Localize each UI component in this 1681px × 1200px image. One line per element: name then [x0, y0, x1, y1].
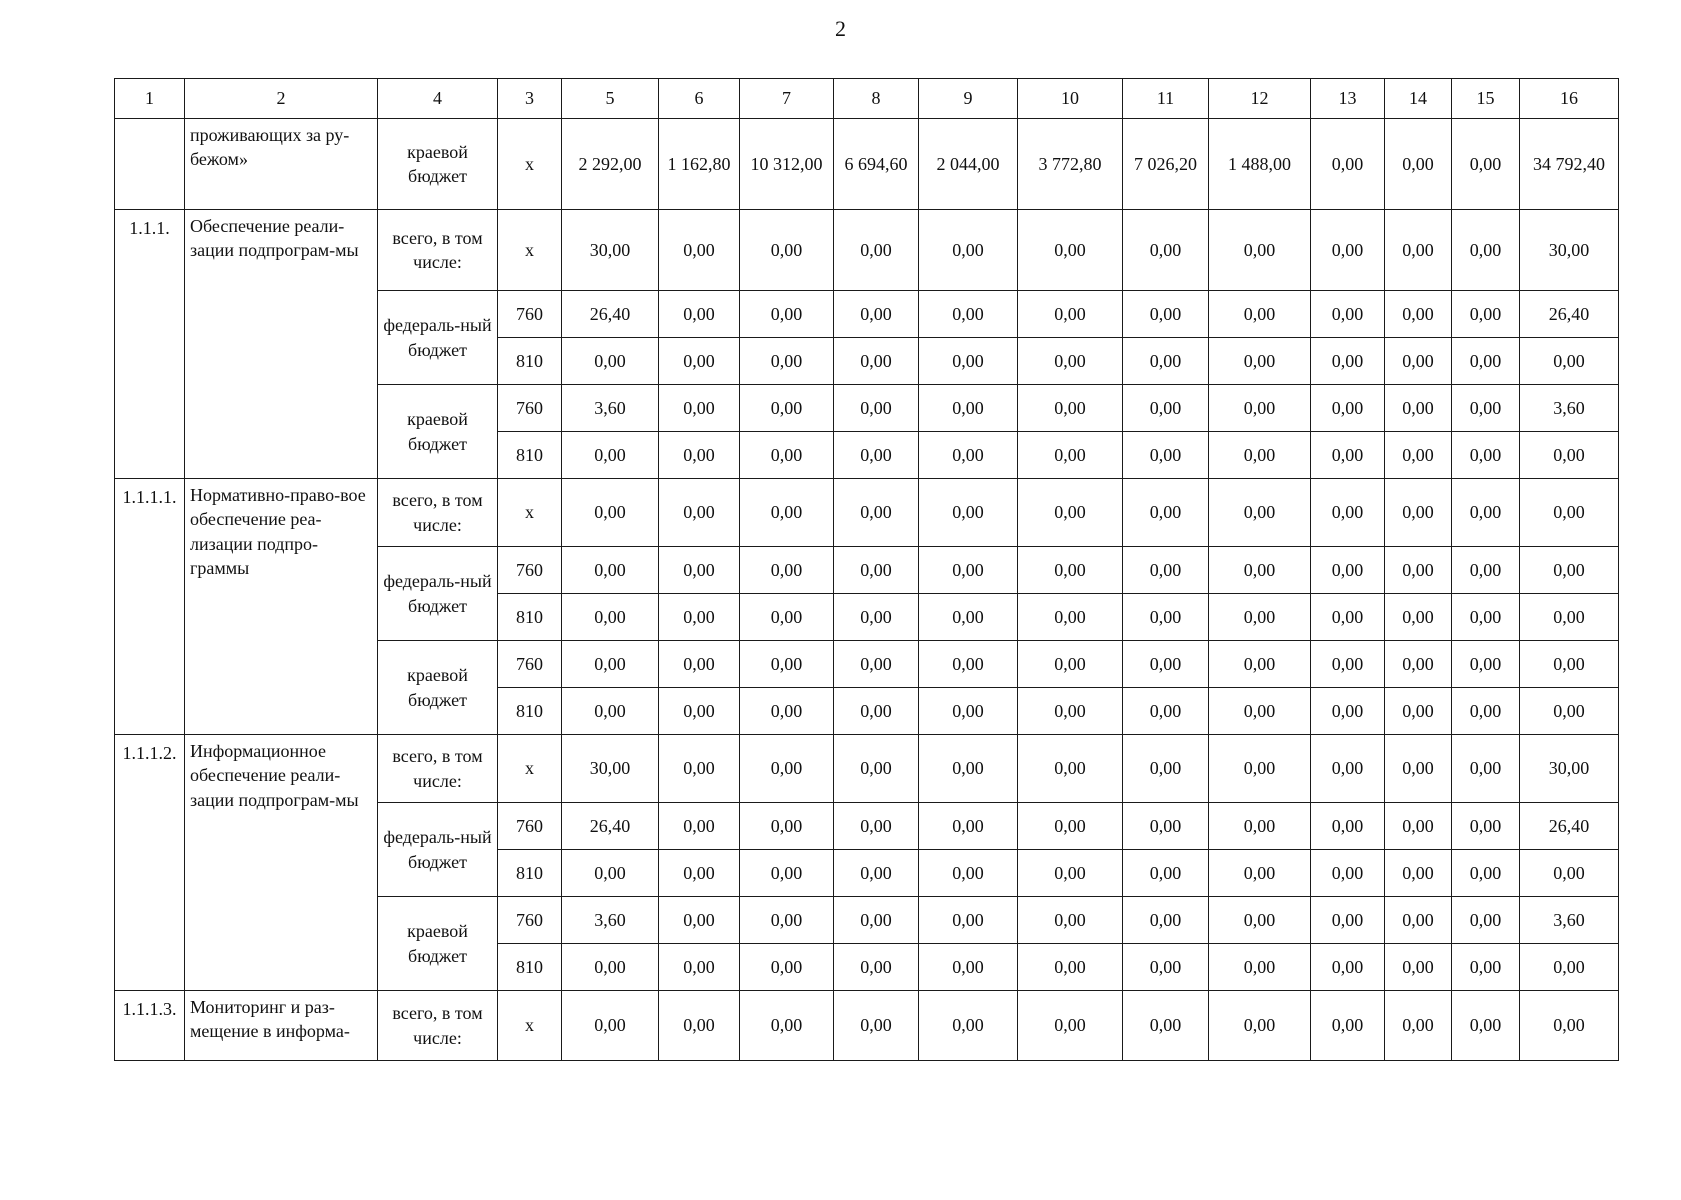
value-cell: 0,00 [1385, 944, 1452, 991]
value-cell: 0,00 [1385, 432, 1452, 479]
value-cell: 0,00 [1018, 688, 1123, 735]
code-cell: 810 [498, 850, 562, 897]
value-cell: 0,00 [1123, 547, 1209, 594]
row-number-cell: 1.1.1.3. [115, 991, 185, 1061]
table-row [115, 119, 1619, 210]
value-cell: 0,00 [659, 735, 740, 803]
value-cell: 0,00 [919, 210, 1018, 291]
value-cell: 0,00 [1311, 385, 1385, 432]
column-header: 2 [185, 79, 378, 119]
value-cell: 0,00 [1209, 991, 1311, 1061]
value-cell: 0,00 [1123, 897, 1209, 944]
value-cell: 0,00 [659, 850, 740, 897]
value-cell: 0,00 [834, 594, 919, 641]
value-cell: 0,00 [740, 432, 834, 479]
value-cell: 0,00 [1385, 210, 1452, 291]
value-cell: 1 162,80 [659, 119, 740, 210]
value-cell: 0,00 [1123, 479, 1209, 547]
value-cell: 0,00 [1385, 479, 1452, 547]
code-cell: 760 [498, 897, 562, 944]
column-header: 5 [562, 79, 659, 119]
value-cell: 0,00 [1452, 991, 1520, 1061]
row-name-cell: Нормативно-право-вое обеспечение реа-лизации подпро-граммы [185, 479, 378, 735]
value-cell: 0,00 [834, 735, 919, 803]
code-cell: 760 [498, 803, 562, 850]
value-cell: 0,00 [1311, 547, 1385, 594]
value-cell: 0,00 [834, 688, 919, 735]
value-cell: 0,00 [1209, 803, 1311, 850]
value-cell: 0,00 [1123, 338, 1209, 385]
value-cell: 0,00 [919, 479, 1018, 547]
value-cell: 0,00 [1123, 210, 1209, 291]
value-cell: 0,00 [659, 803, 740, 850]
value-cell: 0,00 [1452, 547, 1520, 594]
value-cell: 0,00 [1209, 594, 1311, 641]
value-cell: 0,00 [659, 594, 740, 641]
value-cell: 0,00 [1385, 803, 1452, 850]
value-cell: 0,00 [740, 385, 834, 432]
value-cell: 3,60 [562, 385, 659, 432]
value-cell: 0,00 [1018, 594, 1123, 641]
value-cell: 0,00 [659, 547, 740, 594]
funding-source-cell: краевой бюджет [378, 897, 498, 991]
row-name-cell: проживающих за ру-бежом» [185, 119, 378, 210]
value-cell: 0,00 [1311, 119, 1385, 210]
value-cell: 0,00 [1123, 850, 1209, 897]
value-cell: 0,00 [1123, 991, 1209, 1061]
value-cell: 0,00 [1123, 594, 1209, 641]
value-cell: 30,00 [562, 210, 659, 291]
value-cell: 0,00 [562, 688, 659, 735]
column-header: 4 [378, 79, 498, 119]
value-cell: 0,00 [562, 594, 659, 641]
subprogram-groups [115, 210, 1619, 991]
value-cell: 0,00 [1123, 944, 1209, 991]
value-cell: 0,00 [1452, 119, 1520, 210]
value-cell: 0,00 [1452, 432, 1520, 479]
value-cell: 0,00 [1385, 735, 1452, 803]
value-cell: 0,00 [1209, 897, 1311, 944]
code-cell: 810 [498, 338, 562, 385]
value-cell: 0,00 [1385, 547, 1452, 594]
value-cell: 0,00 [740, 641, 834, 688]
value-cell: 0,00 [1452, 338, 1520, 385]
value-cell: 0,00 [740, 479, 834, 547]
funding-source-cell: всего, в том числе: [378, 210, 498, 291]
column-header: 7 [740, 79, 834, 119]
value-cell: 0,00 [1209, 850, 1311, 897]
value-cell: 10 312,00 [740, 119, 834, 210]
value-cell: 0,00 [1018, 385, 1123, 432]
value-cell: 0,00 [834, 850, 919, 897]
column-header: 13 [1311, 79, 1385, 119]
value-cell: 0,00 [659, 944, 740, 991]
value-cell: 0,00 [919, 547, 1018, 594]
value-cell: 0,00 [1520, 850, 1619, 897]
value-cell: 0,00 [919, 850, 1018, 897]
value-cell: 0,00 [740, 897, 834, 944]
header-row [115, 79, 1619, 119]
value-cell: 0,00 [1452, 479, 1520, 547]
value-cell: 0,00 [1018, 991, 1123, 1061]
value-cell: 0,00 [740, 850, 834, 897]
value-cell: 0,00 [659, 291, 740, 338]
value-cell: 1 488,00 [1209, 119, 1311, 210]
value-cell: 0,00 [1385, 119, 1452, 210]
value-cell: 30,00 [562, 735, 659, 803]
value-cell: 0,00 [1018, 432, 1123, 479]
value-cell: 0,00 [562, 479, 659, 547]
row-number-cell: 1.1.1. [115, 210, 185, 479]
value-cell: 26,40 [1520, 291, 1619, 338]
value-cell: 0,00 [1311, 735, 1385, 803]
value-cell: 0,00 [919, 594, 1018, 641]
value-cell: 0,00 [1520, 991, 1619, 1061]
value-cell: 0,00 [1385, 991, 1452, 1061]
table-row [115, 991, 1619, 1061]
value-cell: 0,00 [1123, 291, 1209, 338]
code-cell: 810 [498, 594, 562, 641]
value-cell: 0,00 [834, 944, 919, 991]
row-name-cell: Обеспечение реали-зации подпрограм-мы [185, 210, 378, 479]
value-cell: 0,00 [562, 991, 659, 1061]
value-cell: 0,00 [1385, 641, 1452, 688]
value-cell: 0,00 [834, 479, 919, 547]
value-cell: 0,00 [834, 897, 919, 944]
value-cell: 0,00 [1018, 897, 1123, 944]
value-cell: 26,40 [562, 291, 659, 338]
funding-source-cell: всего, в том числе: [378, 479, 498, 547]
value-cell: 0,00 [740, 291, 834, 338]
row-name-cell: Мониторинг и раз-мещение в информа- [185, 991, 378, 1061]
value-cell: 0,00 [1311, 594, 1385, 641]
value-cell: 0,00 [919, 291, 1018, 338]
value-cell: 0,00 [659, 641, 740, 688]
value-cell: 0,00 [1209, 688, 1311, 735]
value-cell: 0,00 [919, 385, 1018, 432]
value-cell: 0,00 [562, 944, 659, 991]
value-cell: 0,00 [740, 338, 834, 385]
value-cell: 0,00 [1385, 291, 1452, 338]
value-cell: 26,40 [562, 803, 659, 850]
value-cell: 0,00 [740, 944, 834, 991]
value-cell: 0,00 [1311, 479, 1385, 547]
table-row [115, 479, 1619, 547]
table-row [115, 735, 1619, 803]
funding-source-cell: федераль-ный бюджет [378, 291, 498, 385]
value-cell: 0,00 [1452, 850, 1520, 897]
code-cell: x [498, 735, 562, 803]
column-header: 11 [1123, 79, 1209, 119]
value-cell: 0,00 [1209, 735, 1311, 803]
value-cell: 0,00 [659, 688, 740, 735]
value-cell: 0,00 [1385, 688, 1452, 735]
value-cell: 2 044,00 [919, 119, 1018, 210]
value-cell: 0,00 [1452, 944, 1520, 991]
value-cell: 0,00 [919, 991, 1018, 1061]
value-cell: 0,00 [919, 338, 1018, 385]
value-cell: 3,60 [1520, 385, 1619, 432]
value-cell: 0,00 [659, 432, 740, 479]
value-cell: 0,00 [562, 547, 659, 594]
value-cell: 0,00 [834, 432, 919, 479]
value-cell: 0,00 [1452, 385, 1520, 432]
value-cell: 0,00 [1018, 803, 1123, 850]
value-cell: 0,00 [1311, 432, 1385, 479]
value-cell: 0,00 [1452, 291, 1520, 338]
value-cell: 0,00 [1520, 594, 1619, 641]
row-number-cell [115, 119, 185, 210]
value-cell: 0,00 [834, 210, 919, 291]
value-cell: 0,00 [1209, 338, 1311, 385]
value-cell: 0,00 [1209, 385, 1311, 432]
value-cell: 0,00 [919, 641, 1018, 688]
value-cell: 0,00 [1123, 385, 1209, 432]
value-cell: 0,00 [919, 897, 1018, 944]
value-cell: 0,00 [1520, 641, 1619, 688]
value-cell: 0,00 [1385, 897, 1452, 944]
budget-table [114, 78, 1619, 1061]
value-cell: 2 292,00 [562, 119, 659, 210]
value-cell: 0,00 [562, 338, 659, 385]
value-cell: 0,00 [834, 547, 919, 594]
value-cell: 0,00 [1018, 479, 1123, 547]
column-header: 12 [1209, 79, 1311, 119]
column-header: 9 [919, 79, 1018, 119]
value-cell: 0,00 [1209, 641, 1311, 688]
value-cell: 0,00 [1311, 291, 1385, 338]
column-header: 16 [1520, 79, 1619, 119]
code-cell: 810 [498, 688, 562, 735]
value-cell: 0,00 [1311, 897, 1385, 944]
value-cell: 0,00 [1018, 291, 1123, 338]
value-cell: 0,00 [1018, 547, 1123, 594]
value-cell: 0,00 [659, 338, 740, 385]
value-cell: 0,00 [1452, 594, 1520, 641]
row-number-cell: 1.1.1.1. [115, 479, 185, 735]
value-cell: 0,00 [834, 803, 919, 850]
value-cell: 0,00 [919, 432, 1018, 479]
value-cell: 0,00 [1123, 803, 1209, 850]
value-cell: 0,00 [1018, 850, 1123, 897]
code-cell: x [498, 479, 562, 547]
value-cell: 0,00 [1311, 688, 1385, 735]
value-cell: 0,00 [834, 385, 919, 432]
value-cell: 30,00 [1520, 735, 1619, 803]
value-cell: 0,00 [1452, 210, 1520, 291]
value-cell: 0,00 [919, 735, 1018, 803]
value-cell: 0,00 [834, 291, 919, 338]
column-header: 10 [1018, 79, 1123, 119]
funding-source-cell: всего, в том числе: [378, 735, 498, 803]
funding-source-cell: краевой бюджет [378, 119, 498, 210]
code-cell: 760 [498, 385, 562, 432]
value-cell: 0,00 [740, 735, 834, 803]
value-cell: 0,00 [1209, 944, 1311, 991]
value-cell: 0,00 [1385, 850, 1452, 897]
value-cell: 0,00 [1123, 432, 1209, 479]
value-cell: 0,00 [1018, 641, 1123, 688]
value-cell: 0,00 [1209, 432, 1311, 479]
value-cell: 0,00 [740, 594, 834, 641]
code-cell: 760 [498, 547, 562, 594]
table-row [115, 210, 1619, 291]
value-cell: 0,00 [834, 641, 919, 688]
value-cell: 0,00 [1311, 338, 1385, 385]
code-cell: 760 [498, 641, 562, 688]
funding-source-cell: федераль-ный бюджет [378, 803, 498, 897]
column-header: 15 [1452, 79, 1520, 119]
value-cell: 0,00 [1123, 735, 1209, 803]
value-cell: 0,00 [1311, 991, 1385, 1061]
column-header: 8 [834, 79, 919, 119]
value-cell: 0,00 [1311, 944, 1385, 991]
value-cell: 0,00 [659, 210, 740, 291]
value-cell: 0,00 [1311, 803, 1385, 850]
value-cell: 34 792,40 [1520, 119, 1619, 210]
value-cell: 0,00 [919, 803, 1018, 850]
column-header: 1 [115, 79, 185, 119]
value-cell: 0,00 [1452, 688, 1520, 735]
value-cell: 0,00 [1209, 547, 1311, 594]
value-cell: 0,00 [1520, 944, 1619, 991]
value-cell: 0,00 [1452, 897, 1520, 944]
code-cell: x [498, 210, 562, 291]
value-cell: 0,00 [659, 897, 740, 944]
value-cell: 26,40 [1520, 803, 1619, 850]
column-header: 14 [1385, 79, 1452, 119]
value-cell: 0,00 [1385, 385, 1452, 432]
value-cell: 0,00 [919, 688, 1018, 735]
value-cell: 0,00 [1520, 688, 1619, 735]
value-cell: 0,00 [562, 641, 659, 688]
code-cell: x [498, 119, 562, 210]
value-cell: 0,00 [740, 547, 834, 594]
value-cell: 30,00 [1520, 210, 1619, 291]
value-cell: 0,00 [1018, 210, 1123, 291]
value-cell: 0,00 [919, 944, 1018, 991]
value-cell: 0,00 [1452, 803, 1520, 850]
value-cell: 0,00 [740, 688, 834, 735]
column-header: 3 [498, 79, 562, 119]
funding-source-cell: федераль-ный бюджет [378, 547, 498, 641]
value-cell: 3 772,80 [1018, 119, 1123, 210]
value-cell: 0,00 [1520, 547, 1619, 594]
value-cell: 0,00 [834, 991, 919, 1061]
value-cell: 0,00 [1520, 338, 1619, 385]
code-cell: x [498, 991, 562, 1061]
value-cell: 3,60 [1520, 897, 1619, 944]
value-cell: 0,00 [1311, 641, 1385, 688]
value-cell: 0,00 [1123, 688, 1209, 735]
column-header: 6 [659, 79, 740, 119]
value-cell: 7 026,20 [1123, 119, 1209, 210]
value-cell: 0,00 [1452, 641, 1520, 688]
row-name-cell: Информационное обеспечение реали-зации подпрограм-мы [185, 735, 378, 991]
value-cell: 0,00 [1123, 641, 1209, 688]
value-cell: 0,00 [659, 479, 740, 547]
value-cell: 0,00 [834, 338, 919, 385]
value-cell: 0,00 [740, 991, 834, 1061]
value-cell: 0,00 [1018, 338, 1123, 385]
value-cell: 6 694,60 [834, 119, 919, 210]
value-cell: 0,00 [1311, 210, 1385, 291]
page-number: 2 [835, 16, 846, 41]
value-cell: 0,00 [1520, 432, 1619, 479]
funding-source-cell: всего, в том числе: [378, 991, 498, 1061]
funding-source-cell: краевой бюджет [378, 641, 498, 735]
code-cell: 810 [498, 432, 562, 479]
funding-source-cell: краевой бюджет [378, 385, 498, 479]
value-cell: 0,00 [1018, 735, 1123, 803]
value-cell: 0,00 [1209, 479, 1311, 547]
value-cell: 0,00 [1311, 850, 1385, 897]
value-cell: 0,00 [1520, 479, 1619, 547]
code-cell: 760 [498, 291, 562, 338]
value-cell: 0,00 [1209, 291, 1311, 338]
row-number-cell: 1.1.1.2. [115, 735, 185, 991]
value-cell: 0,00 [1452, 735, 1520, 803]
code-cell: 810 [498, 944, 562, 991]
value-cell: 0,00 [562, 850, 659, 897]
value-cell: 0,00 [1385, 338, 1452, 385]
value-cell: 0,00 [562, 432, 659, 479]
value-cell: 0,00 [740, 210, 834, 291]
value-cell: 3,60 [562, 897, 659, 944]
value-cell: 0,00 [1018, 944, 1123, 991]
value-cell: 0,00 [1209, 210, 1311, 291]
value-cell: 0,00 [740, 803, 834, 850]
value-cell: 0,00 [659, 991, 740, 1061]
value-cell: 0,00 [1385, 594, 1452, 641]
value-cell: 0,00 [659, 385, 740, 432]
